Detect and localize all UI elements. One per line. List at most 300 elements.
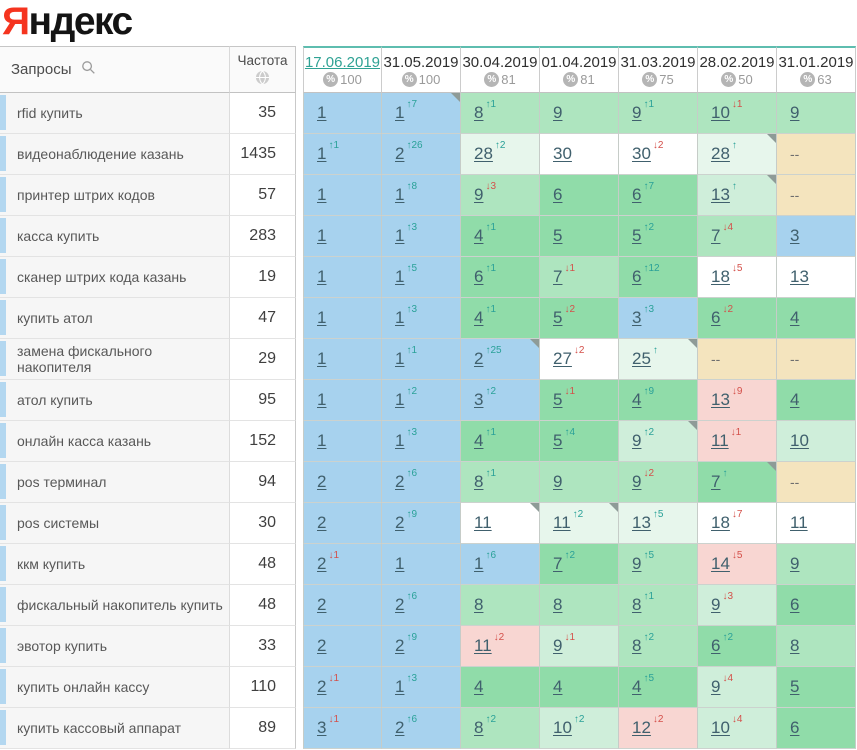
position-cell: [777, 257, 856, 298]
position-cell: [461, 626, 540, 667]
position-link[interactable]: 1: [395, 185, 405, 204]
position-link[interactable]: 25: [632, 349, 651, 368]
corner-marker: [767, 462, 776, 471]
position-link[interactable]: 14: [711, 554, 730, 573]
frequency-cell: [230, 298, 296, 339]
position-change: ↑3: [406, 222, 418, 233]
globe-icon: [255, 70, 270, 88]
query-cell[interactable]: [0, 380, 230, 421]
position-link[interactable]: 6: [632, 185, 642, 204]
position-change: ↓9: [731, 386, 743, 397]
position-link[interactable]: 9: [632, 103, 642, 122]
position-cell: [461, 134, 540, 175]
frequency-value: 57: [258, 186, 276, 203]
position-link[interactable]: 1: [395, 308, 405, 327]
position-link[interactable]: 1: [317, 144, 327, 163]
position-cell: [777, 585, 856, 626]
position-cell: [540, 708, 619, 749]
position-link[interactable]: 9: [553, 636, 563, 655]
position-change: ↑1: [643, 591, 655, 602]
position-cell: [777, 380, 856, 421]
position-change: ↑2: [406, 386, 418, 397]
frequency-cell: [230, 421, 296, 462]
query-label: ккм купить: [17, 556, 86, 572]
position-cell: [619, 134, 698, 175]
position-link[interactable]: 11: [790, 513, 808, 532]
percent-badge: [563, 72, 594, 87]
position-link[interactable]: 30: [553, 144, 572, 163]
frequency-cell: [230, 134, 296, 175]
position-cell: [619, 298, 698, 339]
position-link[interactable]: 18: [711, 267, 730, 286]
position-link[interactable]: 2: [395, 513, 405, 532]
position-link[interactable]: 12: [632, 718, 651, 737]
search-icon[interactable]: [81, 60, 96, 79]
position-link[interactable]: 4: [474, 226, 484, 245]
position-change: ↑1: [328, 140, 340, 151]
position-link[interactable]: 11: [474, 636, 492, 655]
position-link[interactable]: 8: [790, 636, 800, 655]
position-link[interactable]: 8: [553, 595, 563, 614]
position-link[interactable]: 9: [632, 431, 642, 450]
column-gutter: [296, 667, 303, 708]
position-cell: [698, 298, 777, 339]
position-link[interactable]: 7: [553, 554, 563, 573]
position-link[interactable]: 9: [790, 554, 800, 573]
position-change: ↓5: [731, 550, 743, 561]
position-change: ↑1: [485, 263, 497, 274]
position-link[interactable]: 4: [632, 677, 642, 696]
position-link: --: [790, 474, 800, 490]
query-cell[interactable]: [0, 134, 230, 175]
date-link[interactable]: 17.06.2019: [304, 54, 381, 71]
position-cell: [540, 298, 619, 339]
percent-badge: [484, 72, 515, 87]
position-cell: [461, 544, 540, 585]
position-cell: [619, 216, 698, 257]
position-link[interactable]: 30: [632, 144, 651, 163]
column-gutter: [296, 216, 303, 257]
date-column-header: [698, 46, 777, 93]
position-link[interactable]: 9: [711, 595, 721, 614]
percent-badge: [642, 72, 673, 87]
position-link: --: [790, 351, 800, 367]
position-cell: [698, 93, 777, 134]
position-cell: [303, 503, 382, 544]
frequency-value: 95: [258, 391, 276, 408]
query-label: pos системы: [17, 515, 100, 531]
position-link[interactable]: 27: [553, 349, 572, 368]
query-cell[interactable]: [0, 93, 230, 134]
position-link[interactable]: 5: [553, 308, 563, 327]
position-change: ↑25: [485, 345, 502, 356]
position-link[interactable]: 4: [474, 677, 484, 696]
queries-column-header: [0, 46, 230, 93]
query-cell[interactable]: [0, 462, 230, 503]
position-change: ↑8: [406, 181, 418, 192]
position-link[interactable]: 8: [474, 472, 484, 491]
position-link[interactable]: 1: [395, 677, 405, 696]
position-cell: [540, 421, 619, 462]
query-label: rfid купить: [17, 105, 83, 121]
position-change: ↑2: [722, 632, 734, 643]
position-link[interactable]: 2: [317, 513, 327, 532]
position-link[interactable]: 2: [395, 718, 405, 737]
position-cell: [461, 667, 540, 708]
corner-marker: [609, 503, 618, 512]
position-cell: [698, 503, 777, 544]
query-cell[interactable]: [0, 298, 230, 339]
query-label: онлайн касса казань: [17, 433, 152, 449]
query-cell[interactable]: [0, 503, 230, 544]
position-link[interactable]: 2: [395, 595, 405, 614]
position-cell: [382, 585, 461, 626]
position-change: ↑3: [406, 304, 418, 315]
column-gutter: [296, 175, 303, 216]
percent-badge: [800, 72, 831, 87]
position-link[interactable]: 28: [474, 144, 493, 163]
position-link[interactable]: 4: [632, 390, 642, 409]
position-cell: [382, 175, 461, 216]
yandex-logo[interactable]: [0, 0, 132, 41]
position-cell: [698, 134, 777, 175]
position-link[interactable]: 4: [474, 308, 484, 327]
position-change: ↑2: [485, 714, 497, 725]
position-cell: [303, 462, 382, 503]
position-link[interactable]: 9: [553, 103, 563, 122]
position-link[interactable]: 1: [317, 267, 327, 286]
position-cell: [540, 380, 619, 421]
position-link[interactable]: 8: [632, 636, 642, 655]
frequency-header-label: Частота: [237, 53, 288, 68]
corner-marker: [530, 339, 539, 348]
frequency-value: 48: [258, 555, 276, 572]
position-cell: [461, 708, 540, 749]
top-bar: [0, 0, 857, 46]
position-cell: [382, 134, 461, 175]
position-link[interactable]: 7: [711, 472, 721, 491]
position-cell: [540, 667, 619, 708]
position-link[interactable]: 5: [790, 677, 800, 696]
position-cell: [777, 462, 856, 503]
percent-badge: [721, 72, 752, 87]
position-link[interactable]: 1: [395, 267, 405, 286]
position-link[interactable]: 1: [395, 226, 405, 245]
position-change: ↓2: [493, 632, 505, 643]
date-column-header: [619, 46, 698, 93]
position-link[interactable]: 9: [632, 472, 642, 491]
position-link[interactable]: 6: [790, 595, 800, 614]
position-link[interactable]: 3: [790, 226, 800, 245]
query-label: pos терминал: [17, 474, 107, 490]
query-label: принтер штрих кодов: [17, 187, 155, 203]
position-link[interactable]: 4: [790, 390, 800, 409]
position-link[interactable]: 10: [790, 431, 809, 450]
query-cell[interactable]: [0, 626, 230, 667]
position-change: ↓3: [722, 591, 734, 602]
query-cell[interactable]: [0, 667, 230, 708]
query-label: фискальный накопитель купить: [17, 597, 223, 613]
frequency-cell: [230, 175, 296, 216]
position-cell: [698, 544, 777, 585]
position-cell: [540, 93, 619, 134]
position-cell: [698, 216, 777, 257]
position-change: ↑2: [572, 509, 584, 520]
position-link[interactable]: 2: [317, 595, 327, 614]
position-cell: [777, 544, 856, 585]
position-change: ↑: [731, 181, 737, 192]
position-link[interactable]: 1: [395, 349, 405, 368]
date-column-header: [461, 46, 540, 93]
position-link[interactable]: 11: [711, 431, 729, 450]
query-label: купить онлайн кассу: [17, 679, 150, 695]
percent-icon: %: [642, 72, 657, 87]
query-label: эвотор купить: [17, 638, 108, 654]
position-link[interactable]: 1: [317, 431, 327, 450]
position-change: ↑7: [643, 181, 655, 192]
position-link[interactable]: 1: [395, 554, 405, 573]
percent-icon: %: [721, 72, 736, 87]
query-cell[interactable]: [0, 421, 230, 462]
column-gutter: [296, 503, 303, 544]
position-link[interactable]: 2: [395, 636, 405, 655]
position-link[interactable]: 13: [711, 390, 730, 409]
date-link[interactable]: 31.05.2019: [383, 54, 459, 71]
position-change: ↑2: [643, 632, 655, 643]
position-cell: [540, 339, 619, 380]
position-change: ↓4: [731, 714, 743, 725]
position-link[interactable]: 2: [395, 472, 405, 491]
date-link[interactable]: 30.04.2019: [462, 54, 538, 71]
position-change: ↑5: [406, 263, 418, 274]
position-link[interactable]: 4: [790, 308, 800, 327]
frequency-cell: [230, 585, 296, 626]
position-link[interactable]: 11: [553, 513, 571, 532]
frequency-cell: [230, 503, 296, 544]
position-cell: [382, 544, 461, 585]
position-cell: [698, 462, 777, 503]
frequency-value: 47: [258, 309, 276, 326]
position-link[interactable]: 13: [711, 185, 730, 204]
position-link[interactable]: 1: [317, 226, 327, 245]
query-label: атол купить: [17, 392, 93, 408]
position-link[interactable]: 9: [711, 677, 721, 696]
frequency-value: 29: [258, 350, 276, 367]
position-link[interactable]: 13: [790, 267, 809, 286]
position-link[interactable]: 2: [317, 677, 327, 696]
percent-badge: [402, 72, 441, 87]
column-gutter: [296, 708, 303, 749]
position-cell: [303, 667, 382, 708]
position-link[interactable]: 1: [317, 103, 327, 122]
corner-marker: [767, 175, 776, 184]
position-link[interactable]: 8: [474, 103, 484, 122]
date-column-header: [303, 46, 382, 93]
position-change: ↓1: [328, 550, 340, 561]
query-cell[interactable]: [0, 708, 230, 749]
position-cell: [461, 421, 540, 462]
column-gutter: [296, 421, 303, 462]
query-cell[interactable]: [0, 585, 230, 626]
frequency-value: 283: [249, 227, 276, 244]
position-link[interactable]: 2: [395, 144, 405, 163]
position-link[interactable]: 2: [317, 636, 327, 655]
frequency-cell: [230, 216, 296, 257]
position-link[interactable]: 9: [474, 185, 484, 204]
query-cell[interactable]: [0, 257, 230, 298]
frequency-value: 152: [249, 432, 276, 449]
position-cell: [540, 175, 619, 216]
query-cell[interactable]: [0, 175, 230, 216]
query-cell[interactable]: [0, 544, 230, 585]
position-cell: [303, 298, 382, 339]
position-cell: [540, 544, 619, 585]
position-cell: [382, 462, 461, 503]
position-link[interactable]: 18: [711, 513, 730, 532]
position-cell: [619, 503, 698, 544]
position-cell: [461, 216, 540, 257]
position-cell: [698, 585, 777, 626]
position-change: ↓1: [328, 714, 340, 725]
position-cell: [540, 134, 619, 175]
position-link[interactable]: 4: [474, 431, 484, 450]
position-link[interactable]: 3: [474, 390, 484, 409]
position-link[interactable]: 13: [632, 513, 651, 532]
query-label: видеонаблюдение казань: [17, 146, 184, 162]
position-cell: [619, 93, 698, 134]
position-cell: [698, 626, 777, 667]
corner-marker: [688, 339, 697, 348]
date-link[interactable]: 01.04.2019: [541, 54, 617, 71]
position-link[interactable]: 10: [711, 103, 730, 122]
position-link[interactable]: 9: [632, 554, 642, 573]
position-change: ↑4: [564, 427, 576, 438]
date-column-header: [540, 46, 619, 93]
date-link[interactable]: 31.03.2019: [620, 54, 696, 71]
corner-marker: [530, 503, 539, 512]
position-cell: [382, 257, 461, 298]
frequency-value: 48: [258, 596, 276, 613]
position-change: ↓7: [731, 509, 743, 520]
position-change: ↓1: [328, 673, 340, 684]
position-link[interactable]: 6: [474, 267, 484, 286]
position-link[interactable]: 1: [317, 349, 327, 368]
corner-marker: [767, 134, 776, 143]
position-cell: [619, 708, 698, 749]
position-link[interactable]: 5: [553, 390, 563, 409]
query-cell[interactable]: [0, 216, 230, 257]
position-link[interactable]: 8: [632, 595, 642, 614]
queries-header-label: Запросы: [11, 61, 72, 78]
position-change: ↑1: [406, 345, 418, 356]
position-link[interactable]: 1: [395, 390, 405, 409]
position-link[interactable]: 6: [711, 636, 721, 655]
position-change: ↑1: [485, 468, 497, 479]
position-link[interactable]: 1: [395, 103, 405, 122]
position-link[interactable]: 9: [553, 472, 563, 491]
position-change: ↑1: [485, 304, 497, 315]
frequency-cell: [230, 667, 296, 708]
position-link[interactable]: 8: [474, 718, 484, 737]
date-link[interactable]: 31.01.2019: [778, 54, 854, 71]
position-cell: [382, 93, 461, 134]
column-gutter: [296, 257, 303, 298]
frequency-value: 30: [258, 514, 276, 531]
position-change: ↑2: [494, 140, 506, 151]
position-cell: [382, 626, 461, 667]
position-link[interactable]: 2: [474, 349, 484, 368]
percent-value: 81: [501, 72, 516, 87]
position-link[interactable]: 10: [553, 718, 572, 737]
query-label: замена фискального накопителя: [17, 343, 153, 375]
position-link[interactable]: 7: [711, 226, 721, 245]
position-link[interactable]: 1: [317, 308, 327, 327]
position-link[interactable]: 5: [553, 226, 563, 245]
position-link[interactable]: 1: [395, 431, 405, 450]
column-gutter: [296, 134, 303, 175]
position-change: ↑9: [406, 632, 418, 643]
position-link[interactable]: 9: [790, 103, 800, 122]
position-change: ↑2: [643, 222, 655, 233]
position-change: ↑: [652, 345, 658, 356]
column-gutter: [296, 46, 303, 93]
position-change: ↓2: [643, 468, 655, 479]
percent-value: 63: [817, 72, 832, 87]
position-link[interactable]: 28: [711, 144, 730, 163]
position-link[interactable]: 6: [711, 308, 721, 327]
position-link[interactable]: 10: [711, 718, 730, 737]
position-link[interactable]: 5: [632, 226, 642, 245]
position-link[interactable]: 1: [474, 554, 484, 573]
position-link[interactable]: 6: [553, 185, 563, 204]
position-link[interactable]: 3: [317, 718, 327, 737]
query-label: купить атол: [17, 310, 93, 326]
position-link[interactable]: 3: [632, 308, 642, 327]
date-link[interactable]: 28.02.2019: [699, 54, 775, 71]
position-link[interactable]: 11: [474, 513, 492, 532]
position-change: ↑26: [406, 140, 423, 151]
positions-table: [0, 46, 857, 749]
position-link[interactable]: 6: [790, 718, 800, 737]
frequency-value: 35: [258, 104, 276, 121]
position-link[interactable]: 1: [317, 390, 327, 409]
position-change: ↑: [722, 468, 728, 479]
position-change: ↓1: [731, 99, 743, 110]
position-link[interactable]: 2: [317, 472, 327, 491]
frequency-cell: [230, 257, 296, 298]
position-link[interactable]: 8: [474, 595, 484, 614]
position-cell: [619, 421, 698, 462]
position-link[interactable]: 2: [317, 554, 327, 573]
position-cell: [777, 216, 856, 257]
position-link[interactable]: 4: [553, 677, 563, 696]
position-cell: [698, 421, 777, 462]
position-link[interactable]: 1: [317, 185, 327, 204]
yandex-logo-letter: Я: [2, 0, 29, 43]
frequency-cell: [230, 339, 296, 380]
percent-icon: %: [484, 72, 499, 87]
position-link: --: [711, 351, 721, 367]
position-link[interactable]: 7: [553, 267, 563, 286]
position-cell: [777, 708, 856, 749]
query-cell[interactable]: [0, 339, 230, 380]
frequency-cell: [230, 626, 296, 667]
position-link[interactable]: 5: [553, 431, 563, 450]
position-cell: [382, 298, 461, 339]
position-link[interactable]: 6: [632, 267, 642, 286]
position-cell: [777, 421, 856, 462]
frequency-value: 110: [250, 678, 276, 695]
